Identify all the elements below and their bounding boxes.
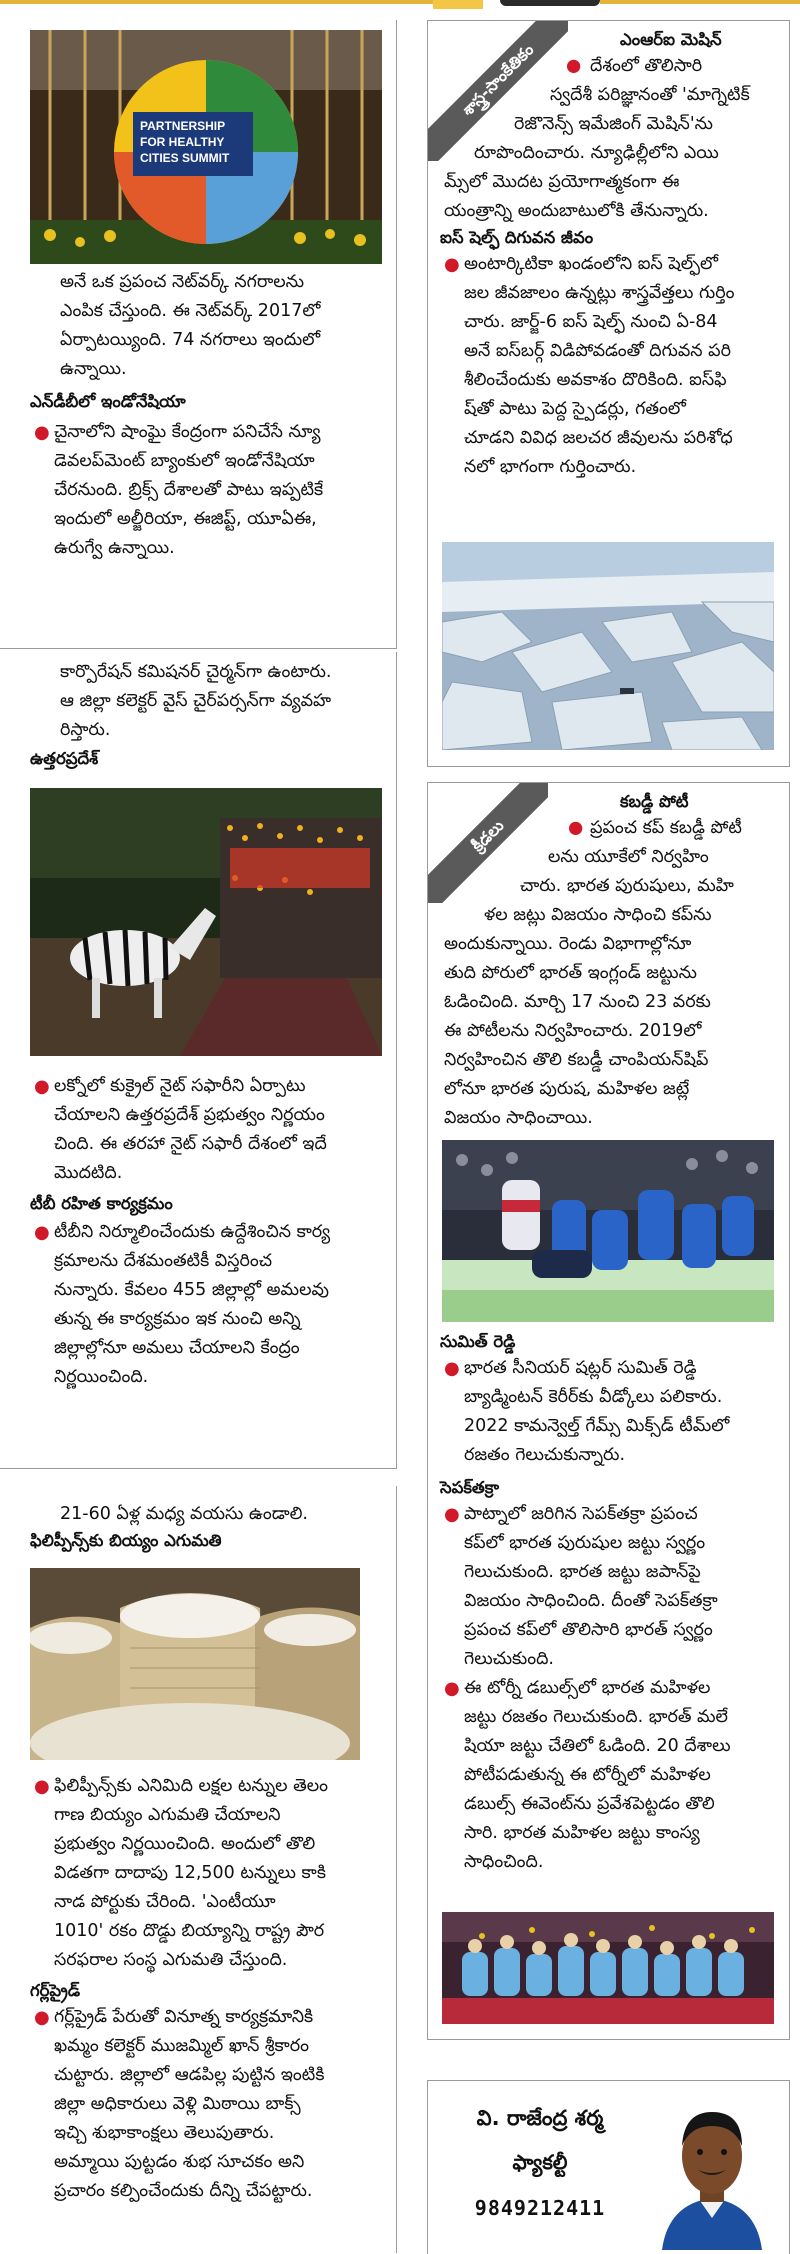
summit-photo (30, 30, 382, 264)
left-box-3-top (30, 1500, 382, 1553)
text-line: గెలుచుకుంది. భారత జట్టు జపాన్‌పై (464, 1562, 701, 1582)
text-line: జిల్లా అధికారులు వెళ్లి మిఠాయి బాక్స్ (54, 2094, 301, 2114)
text-line: భారత సీనియర్ షట్లర్ సుమిత్ రెడ్డి (464, 1358, 697, 1378)
sports-tag: క్రీడలు (428, 783, 548, 903)
left-box-3-text (30, 1772, 382, 2206)
text-line: నిర్వహించిన తొలి కబడ్డీ చాంపియన్‌షిప్ (444, 1050, 709, 1070)
section-heading: ఉత్తరప్రదేశ్ (30, 749, 99, 768)
text-line: ప్రచారం కల్పించేందుకు దీన్ని చేపట్టారు. (54, 2181, 313, 2201)
bullet-dot: ● (444, 1504, 460, 1525)
text-line: మ్స్‌లో మొదట ప్రయోగాత్మకంగా ఈ (444, 172, 680, 192)
text-line: చారు. భారత పురుషులు, మహి (520, 876, 734, 896)
night-safari-photo (30, 788, 382, 1056)
text-line: ఉరుగ్వే ఉన్నాయి. (54, 538, 175, 558)
age-paragraph (30, 1500, 382, 1529)
sports-text-top (440, 790, 776, 1133)
text-line: చూడని వివిధ జలచర జీవులను పరిశోధ (464, 428, 733, 448)
text-line: జల జీవజాలం ఉన్నట్లు శాస్త్రవేత్తలు గుర్తిం (464, 283, 735, 303)
text-line: దేశంలో తొలిసారి (590, 56, 703, 76)
text-line: అంటార్కిటికా ఖండంలోని ఐస్ షెల్ఫ్‌లో (464, 254, 718, 274)
text-line: ప్రపంచ కప్‌లో తొలిసారి భారత్ స్వర్ణం (464, 1620, 713, 1640)
text-line: అనే ఒక ప్రపంచ నెట్‌వర్క్ నగరాలను (60, 272, 304, 292)
text-line: యంత్రాన్ని అందుబాటులోకి తేనున్నారు. (444, 201, 709, 221)
text-line: చుట్టారు. జిల్లాలో ఆడపిల్ల పుట్టిన ఇంటికి (54, 2065, 325, 2085)
author-photo (648, 2094, 776, 2250)
bullet-dot: ● (34, 1776, 50, 1797)
bullet-dot: ● (444, 1358, 460, 1379)
author-role: ఫ్యాకల్టీ (512, 2150, 568, 2174)
text-line: షియా జట్టు చేతిలో ఓడింది. 20 దేశాలు (464, 1736, 731, 1756)
text-line: సారి. భారత మహిళల జట్టు కాంస్య (464, 1823, 700, 1843)
text-line: చారు. జార్జ్-6 ఐస్ షెల్ఫ్ నుంచి ఏ-84 (464, 312, 718, 332)
bullet-item (440, 1674, 776, 1877)
section-heading: ఎంఆర్ఐ మెషిన్ (620, 30, 722, 49)
section-heading: ఐస్ షెల్ఫ్ దిగువన జీవం (440, 228, 594, 247)
text-line: కప్‌లో భారత పురుషుల జట్టు స్వర్ణం (464, 1533, 706, 1553)
bullet-dot: ● (444, 254, 460, 275)
text-line: ఖమ్మం కలెక్టర్ ముజమ్మిల్ ఖాన్ శ్రీకారం (54, 2036, 309, 2056)
text-line: ఈ టోర్నీ డబుల్స్‌లో భారత మహిళల (464, 1678, 711, 1698)
text-line: జిల్లాల్లోనూ అమలు చేయాలని కేంద్రం (54, 1338, 300, 1358)
text-line: గాణ బియ్యం ఎగుమతి చేయాలని (54, 1805, 281, 1825)
summit-sign-line3: CITIES SUMMIT (140, 151, 230, 165)
text-line: అందుకున్నాయి. రెండు విభాగాల్లోనూ (444, 934, 692, 954)
text-line: డబుల్స్ ఈవెంట్‌ను ప్రవేశపెట్టడం తొలి (464, 1794, 715, 1814)
text-line: రిస్తారు. (60, 720, 111, 740)
section-heading: టీబీ రహిత కార్యక్రమం (30, 1194, 173, 1213)
text-line: నున్నారు. కేవలం 455 జిల్లాల్లో అమలవు (54, 1280, 329, 1300)
text-line: ఏర్పాటయ్యింది. 74 నగరాలు ఇందులో (60, 330, 321, 350)
section-heading: సుమిత్ రెడ్డి (440, 1332, 516, 1351)
text-line: ఇచ్చి శుభాకాంక్షలు తెలుపుతారు. (54, 2123, 275, 2143)
left-box-1-text (30, 268, 382, 563)
science-tag: శాస్త్ర-సాంకేతికం (428, 21, 568, 161)
text-line: గర్ల్‌ప్రైడ్ పేరుతో వినూత్న కార్యక్రమానికి (54, 2007, 314, 2027)
text-line: లోనూ భారత పురుష, మహిళల జట్లే (444, 1079, 690, 1099)
text-line: ఉన్నాయి. (60, 359, 127, 379)
text-line: పోటీపడుతున్న ఈ టోర్నీలో మహిళల (464, 1765, 711, 1785)
text-line: నలో భాగంగా గుర్తించారు. (464, 457, 637, 477)
sepak-takraw-team-photo (442, 1912, 774, 2024)
text-line: విజయం సాధించాయి. (444, 1108, 593, 1128)
section-heading: గర్ల్‌ప్రైడ్ (30, 1981, 81, 2000)
text-line: ఈ పోటీలను నిర్వహించారు. 2019లో (444, 1021, 702, 1041)
bullet-item (440, 250, 776, 482)
bullet-dot: ● (566, 56, 582, 76)
bullet-dot: ● (34, 1076, 50, 1097)
text-line: చేయాలని ఉత్తరప్రదేశ్ ప్రభుత్వం నిర్ణయం (54, 1105, 325, 1125)
text-line: టీబీని నిర్మూలించేందుకు ఉద్దేశించిన కార్య (54, 1222, 331, 1242)
text-line: రజతం గెలుచుకున్నారు. (464, 1445, 626, 1465)
bullet-item (30, 1072, 382, 1188)
bullet-item (30, 2003, 382, 2206)
section-heading: కబడ్డీ పోటీ (620, 792, 689, 811)
text-line: సరఫరాల సంస్థ ఎగుమతి చేస్తుంది. (54, 1950, 288, 1970)
text-line: మొదటిది. (54, 1163, 123, 1183)
text-line: విడతగా దాదాపు 12,500 టన్నులు కాకి (54, 1863, 326, 1883)
author-name: వి. రాజేంద్ర శర్మ (476, 2106, 604, 2130)
text-line: రెజొనెన్స్ ఇమేజింగ్ మెషిన్'ను (514, 114, 713, 134)
text-line: ఫిలిప్పీన్స్‌కు ఎనిమిది లక్షల టన్నుల తెలం (54, 1776, 329, 1796)
text-line: జట్టు రజతం గెలుచుకుంది. భారత్ మలే (464, 1707, 728, 1727)
text-line: ఓడించింది. మార్చి 17 నుంచి 23 వరకు (444, 992, 711, 1012)
kabaddi-photo (442, 1140, 774, 1322)
science-text (440, 28, 776, 482)
bullet-item (440, 1354, 776, 1470)
bullet-item (30, 418, 382, 563)
text-line: ఎంపిక చేస్తుంది. ఈ నెట్‌వర్క్ 2017లో (60, 301, 321, 321)
text-line: ప్రపంచ కప్ కబడ్డీ పోటీ (590, 818, 742, 838)
text-line: అనే ఐస్‌బర్గ్ విడిపోవడంతో దిగువన పరి (464, 341, 731, 361)
antarctic-ice-photo (442, 542, 774, 750)
text-line: చింది. ఈ తరహా నైట్ సఫారీ దేశంలో ఇదే (54, 1134, 327, 1154)
text-line: స్వదేశీ పరిజ్ఞానంతో 'మాగ్నెటిక్ (550, 85, 750, 105)
text-line: ష్‌తో పాటు పెద్ద స్పైడర్లు, గతంలో (464, 399, 686, 419)
summit-paragraph (30, 268, 382, 384)
summit-sign-line1: PARTNERSHIP (140, 119, 226, 133)
text-line: చైనాలోని షాంఘై కేంద్రంగా పనిచేసే న్యూ (54, 422, 321, 442)
left-box-2-top (30, 658, 382, 771)
text-line: పాట్నాలో జరిగిన సెపక్‌తక్రా ప్రపంచ (464, 1504, 698, 1524)
text-line: శీలించేందుకు అవకాశం దొరికింది. ఐస్‌ఫి (464, 370, 727, 390)
text-line: కార్పొరేషన్ కమిషనర్ చైర్మన్‌గా ఉంటారు. (60, 662, 332, 682)
bullet-item (440, 814, 776, 1133)
section-heading: సెపక్‌తక్రా (440, 1478, 500, 1497)
text-line: లను యూకేలో నిర్వహిం (548, 847, 709, 867)
bullet-item (30, 1772, 382, 1975)
author-phone: 9849212411 (474, 2196, 606, 2220)
bullet-dot: ● (568, 818, 584, 838)
text-line: అమ్మాయి పుట్టడం శుభ సూచకం అని (54, 2152, 305, 2172)
text-line: నిర్ణయించింది. (54, 1367, 149, 1387)
text-line: ఇందులో అల్జీరియా, ఈజిప్ట్, యూఏఈ, (54, 509, 317, 529)
text-line: 1010' రకం దొడ్డు బియ్యాన్ని రాష్ట్ర పౌర (54, 1921, 325, 1941)
rice-sacks-photo (30, 1568, 360, 1760)
text-line: క్రమాలను దేశమంతటికీ విస్తరించ (54, 1251, 273, 1271)
bullet-item (440, 1500, 776, 1674)
sports-text-bottom (440, 1330, 776, 1877)
section-heading: ఫిలిప్పీన్స్‌కు బియ్యం ఎగుమతి (30, 1531, 222, 1550)
section-heading: ఎన్‌డీబీలో ఇండోనేషియా (30, 392, 186, 411)
text-line: 21-60 ఏళ్ల మధ్య వయసు ఉండాలి. (60, 1504, 308, 1524)
bullet-item (30, 1218, 382, 1392)
text-line: ప్రభుత్వం నిర్ణయించింది. అందులో తొలి (54, 1834, 316, 1854)
text-line: ఆ జిల్లా కలెక్టర్ వైస్ చైర్‌పర్సన్‌గా వ్యవహ (60, 691, 332, 711)
text-line: 2022 కామన్వెల్త్ గేమ్స్ మిక్స్‌డ్ టీమ్‌లో (464, 1416, 730, 1436)
bullet-dot: ● (34, 1222, 50, 1243)
bullet-item (440, 52, 776, 226)
text-line: రూపొందించారు. న్యూఢిల్లీలోని ఎయి (474, 143, 719, 163)
text-line: లక్నోలో కుక్రైల్ నైట్ సఫారీని ఏర్పాటు (54, 1076, 306, 1096)
bullet-dot: ● (34, 2007, 50, 2028)
corporation-paragraph (30, 658, 382, 745)
bullet-dot: ● (34, 422, 50, 443)
text-line: నాడ పోర్టుకు చేరింది. 'ఎంటీయూ (54, 1892, 276, 1912)
text-line: తుది పోరులో భారత్ ఇంగ్లండ్ జట్టును (444, 963, 697, 983)
text-line: సాధించింది. (464, 1852, 544, 1872)
text-line: బ్యాడ్మింటన్ కెరీర్‌కు వీడ్కోలు పలికారు. (464, 1387, 723, 1407)
summit-sign-line2: FOR HEALTHY (140, 135, 225, 149)
text-line: విజయం సాధించింది. దీంతో సెపక్‌తక్రా (464, 1591, 718, 1611)
left-box-2-text (30, 1072, 382, 1392)
text-line: ళల జట్లు విజయం సాధించి కప్‌ను (484, 905, 712, 925)
top-decoration-bar (0, 0, 800, 9)
text-line: తున్న ఈ కార్యక్రమం ఇక నుంచి అన్ని (54, 1309, 301, 1329)
text-line: గెలుచుకుంది. (464, 1649, 554, 1669)
bullet-dot: ● (444, 1678, 460, 1699)
text-line: చేరనుంది. బ్రిక్స్ దేశాలతో పాటు ఇప్పటికే (54, 480, 324, 500)
text-line: డెవలప్‌మెంట్ బ్యాంకులో ఇండోనేషియా (54, 451, 315, 471)
